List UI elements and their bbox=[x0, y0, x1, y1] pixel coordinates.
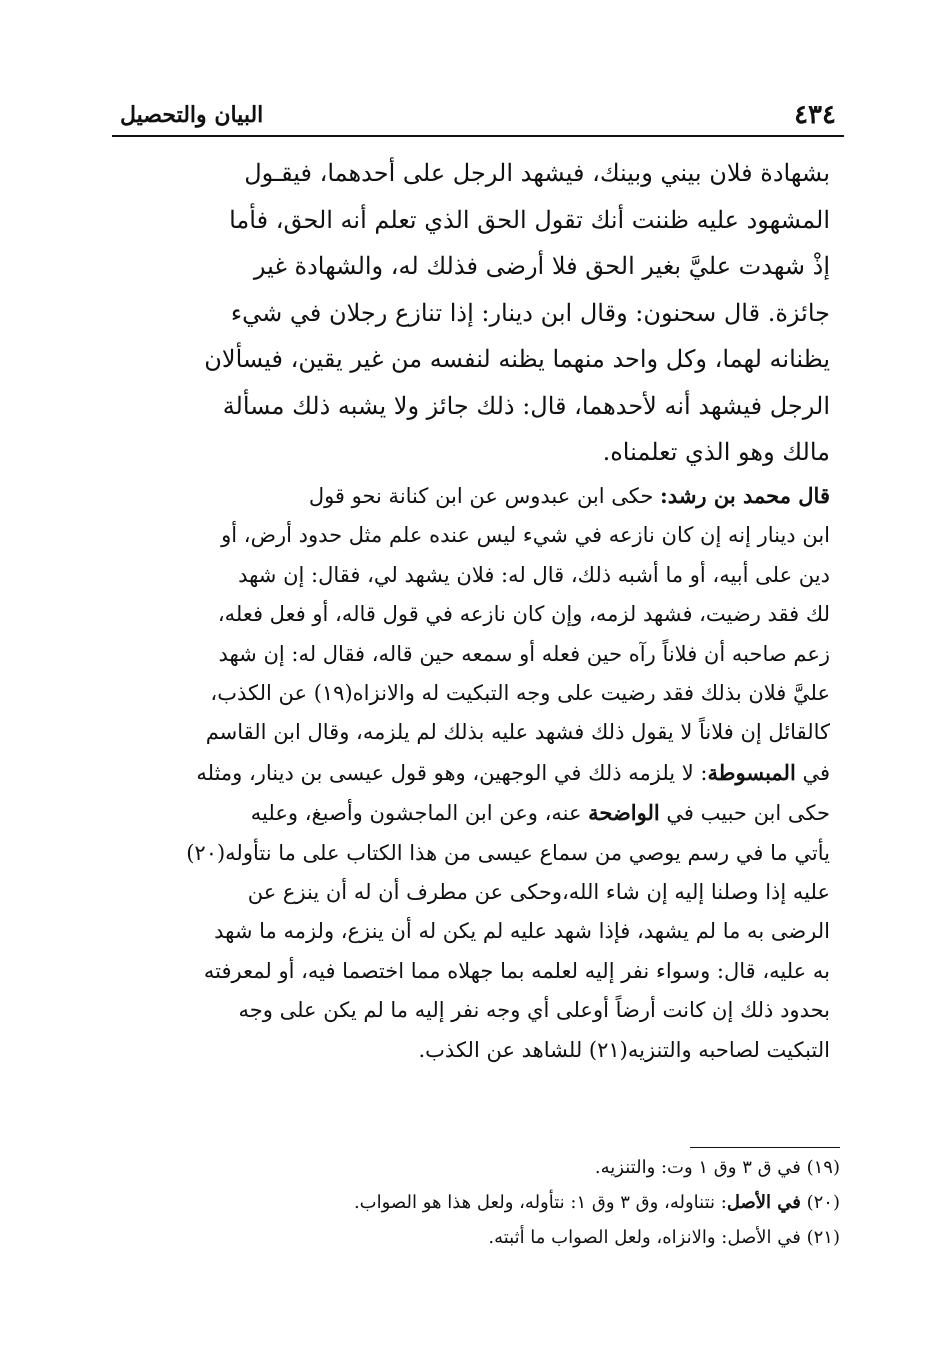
text-line: زعم صاحبه أن فلاناً رآه حين فعله أو سمعه حين قاله، فقال له: إن شهد bbox=[218, 641, 830, 666]
footnotes bbox=[130, 1150, 840, 1255]
text-line: المشهود عليه ظننت أنك تقول الحق الذي تعلم أنه الحق، فأما bbox=[229, 205, 830, 234]
book-title-mabsuta: المبسوطة bbox=[707, 759, 796, 785]
paragraph-1 bbox=[130, 150, 830, 476]
text-line: الرضى به ما لم يشهد، فإذا شهد عليه لم يكن له أن ينزع، ولزمه ما شهد bbox=[214, 919, 830, 944]
page-number: ٤٣٤ bbox=[794, 100, 836, 130]
paragraph-2 bbox=[130, 476, 830, 1070]
footnote-rule bbox=[690, 1147, 840, 1148]
text-line: عليَّ فلان بذلك فقد رضيت على وجه التبكيت له والانزاه(١٩) عن الكذب، bbox=[210, 681, 830, 706]
text-line: ابن دينار إنه إن كان نازعه في شيء ليس عنده علم مثل حدود أرض، أو bbox=[221, 523, 830, 548]
text-run: حكى ابن حبيب في bbox=[659, 801, 830, 826]
text-line bbox=[130, 476, 830, 516]
commentary-lead: قال محمد بن رشد: bbox=[660, 483, 830, 508]
text-line: إذْ شهدت عليَّ بغير الحق فلا أرضى فذلك له، والشهادة غير bbox=[253, 252, 830, 280]
header-rule bbox=[112, 135, 844, 137]
footnote-19: (١٩) في ق ٣ وق ١ وت: والتنزيه. bbox=[594, 1157, 840, 1178]
text-line: التبكيت لصاحبه والتنزيه(٢١) للشاهد عن الكذب. bbox=[418, 1037, 830, 1062]
text-run: عنه، وعن ابن الماجشون وأصبغ، وعليه bbox=[250, 801, 589, 826]
page-header bbox=[112, 98, 844, 132]
text-line: كالقائل إن فلاناً لا يقول ذلك فشهد عليه بذلك لم يلزمه، وقال ابن القاسم bbox=[205, 720, 830, 745]
text-line: بحدود ذلك إن كانت أرضاً أوعلى أي وجه نفر إليه ما لم يكن على وجه bbox=[238, 998, 830, 1023]
text-line: به عليه، قال: وسواء نفر إليه لعلمه بما جهلاه مما اختصما فيه، أو لمعرفته bbox=[203, 958, 830, 983]
text-line: عليه إذا وصلنا إليه إن شاء الله،وحكى عن مطرف أن له أن ينزع عن bbox=[247, 880, 830, 905]
text-line: بشهادة فلان بيني وبينك، فيشهد الرجل على أحدهما، فيقـول bbox=[244, 159, 830, 187]
text-line bbox=[130, 753, 830, 793]
text-line: مالك وهو الذي تعلمناه. bbox=[602, 438, 830, 466]
footnote-bold: في الأصل bbox=[726, 1192, 801, 1213]
text-line bbox=[130, 793, 830, 833]
text-line: الرجل فيشهد أنه لأحدهما، قال: ذلك جائز ولا يشبه ذلك مسألة bbox=[222, 391, 830, 420]
footnote-21: (٢١) في الأصل: والانزاه، ولعل الصواب ما أثبته. bbox=[488, 1227, 840, 1248]
running-title: البيان والتحصيل bbox=[120, 102, 264, 128]
text-line: لك فقد رضيت، فشهد لزمه، وإن كان نازعه في قول قاله، أو فعل فعله، bbox=[217, 602, 830, 627]
text-line: يأتي ما في رسم يوصي من سماع عيسى من هذا الكتاب على ما نتأوله(٢٠) bbox=[186, 840, 830, 865]
footnote-number: (٢٠) bbox=[800, 1192, 840, 1213]
text-run: في bbox=[795, 760, 830, 785]
footnote-text: : نتناوله، وق ٣ وق ١: نتأوله، ولعل هذا هو الصواب. bbox=[353, 1192, 727, 1213]
text-run: : لا يلزمه ذلك في الوجهين، وهو قول عيسى بن دينار، ومثله bbox=[196, 760, 708, 785]
footnote-20 bbox=[130, 1185, 840, 1220]
text-line: يظنانه لهما، وكل واحد منهما يظنه لنفسه من غير يقين، فيسألان bbox=[204, 345, 830, 373]
text-line: دين على أبيه، أو ما أشبه ذلك، قال له: فلان يشهد لي، فقال: إن شهد bbox=[238, 562, 830, 587]
text-line: جائزة. قال سحنون: وقال ابن دينار: إذا تنازع رجلان في شيء bbox=[230, 298, 830, 327]
text-run: حكى ابن عبدوس عن ابن كنانة نحو قول bbox=[308, 484, 661, 508]
book-title-wadiha: الواضحة bbox=[588, 800, 660, 826]
